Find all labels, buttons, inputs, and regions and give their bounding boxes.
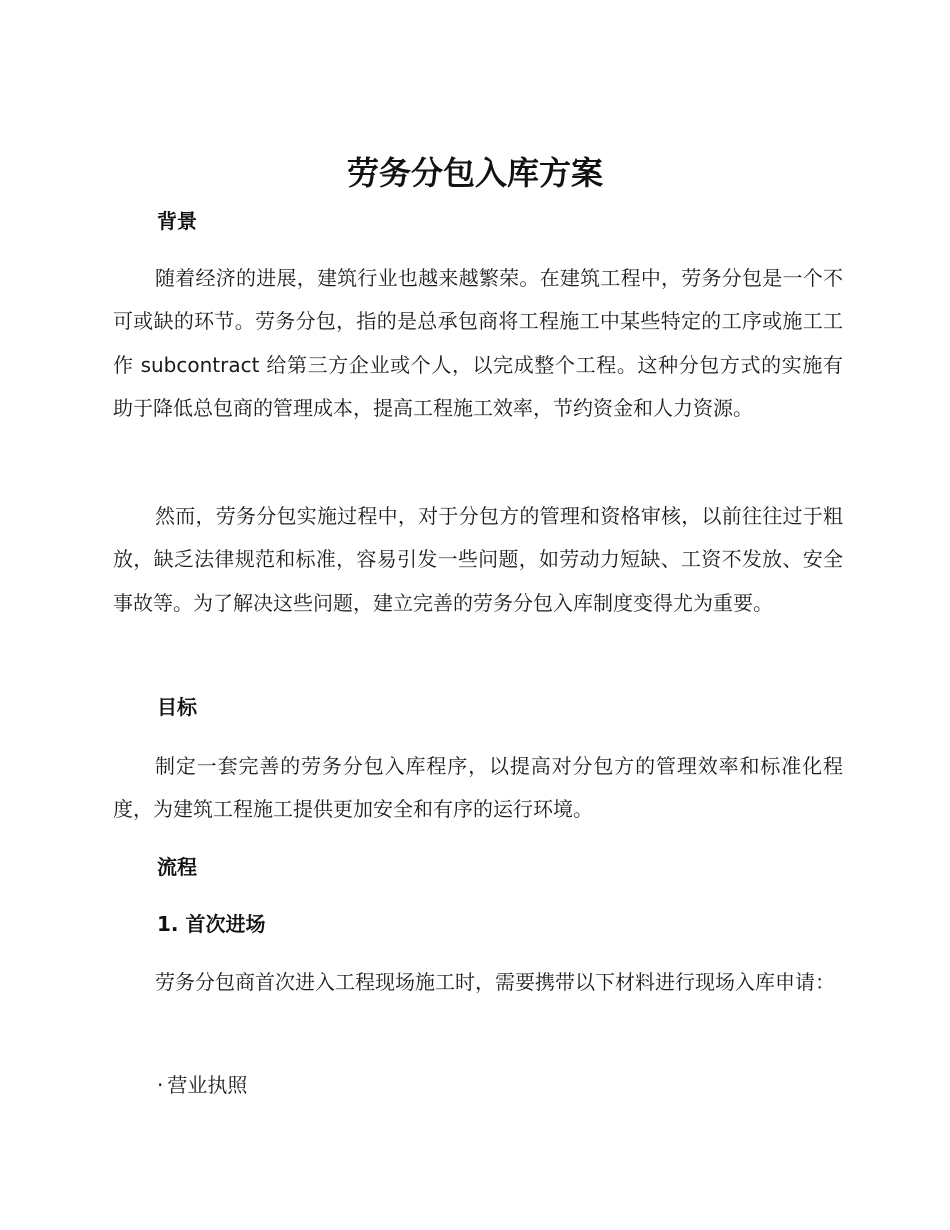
bullet-marker: · [157,1073,164,1097]
subsection-heading-first-entry: 1. 首次进场 [157,912,266,936]
document-title: 劳务分包入库方案 [346,154,603,192]
list-item-text: 营业执照 [167,1073,248,1097]
section-heading-background: 背景 [157,209,197,233]
background-paragraph-1: 随着经济的进展，建筑行业也越来越繁荣。在建筑工程中，劳务分包是一个不可或缺的环节。劳务分包，指的是总承包商将工程施工中某些特定的工序或施工工作 subcontract 给第三方企业或个人，以完成整个工程。这种分包方式的实施有助于降低总包商的管理成本，提高工程施工效率，节约资金和人力资源。 [113,266,843,420]
section-heading-process: 流程 [157,855,197,879]
goal-paragraph: 制定一套完善的劳务分包入库程序，以提高对分包方的管理效率和标准化程度，为建筑工程施工提供更加安全和有序的运行环境。 [113,754,843,822]
first-entry-paragraph: 劳务分包商首次进入工程现场施工时，需要携带以下材料进行现场入库申请： [155,970,835,994]
list-item [157,1071,247,1099]
background-paragraph-2: 然而，劳务分包实施过程中，对于分包方的管理和资格审核，以前往往过于粗放，缺乏法律规范和标准，容易引发一些问题，如劳动力短缺、工资不发放、安全事故等。为了解决这些问题，建立完善的劳务分包入库制度变得尤为重要。 [113,504,843,615]
section-heading-goal: 目标 [157,695,197,719]
